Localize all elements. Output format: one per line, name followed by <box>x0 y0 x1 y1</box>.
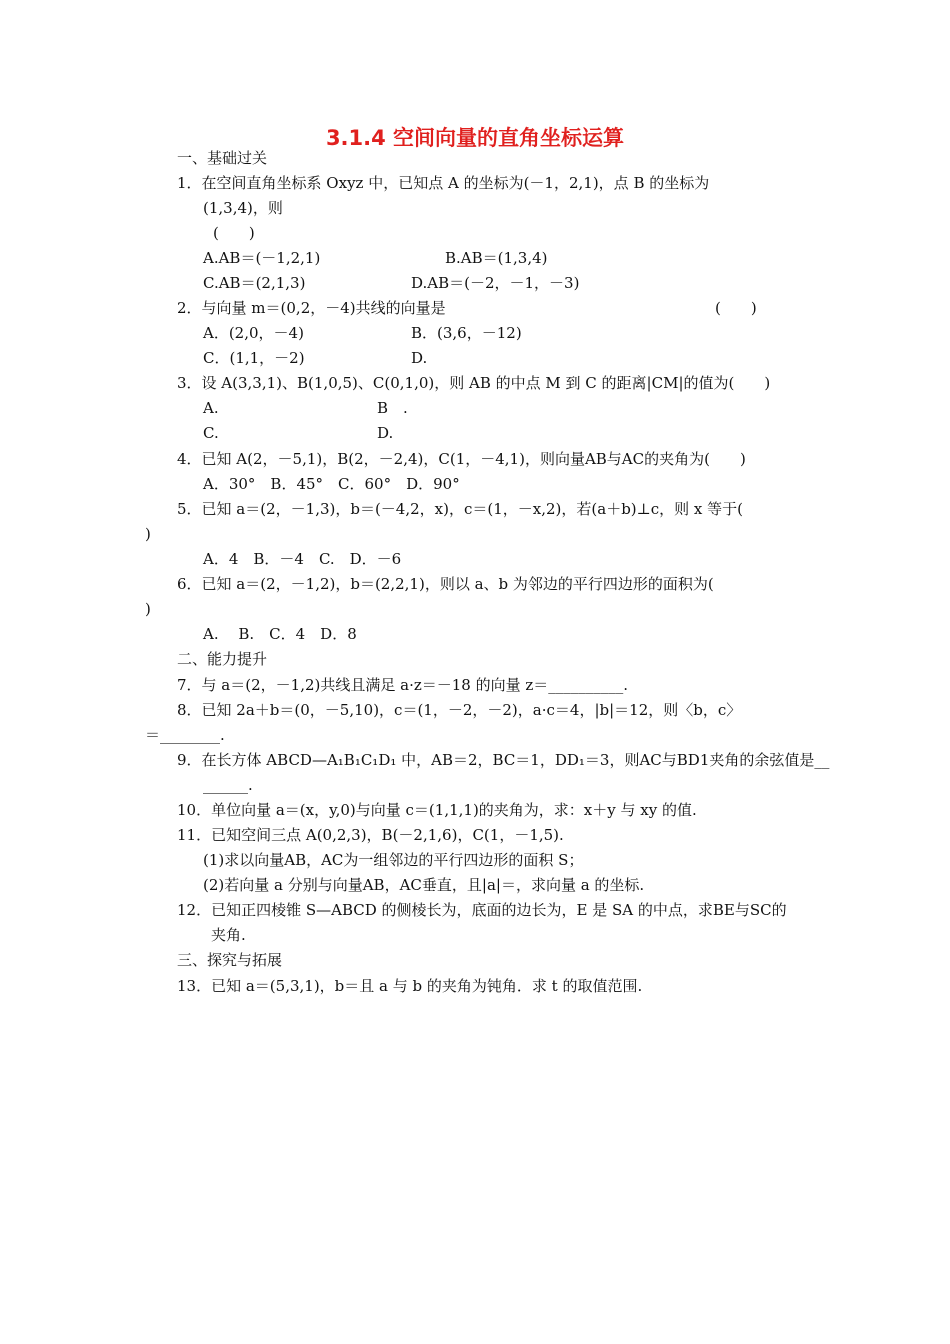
question-9-line-2: ______. <box>203 776 253 794</box>
question-2-answer-paren: ( ) <box>715 299 757 317</box>
question-1-line-1: 1．在空间直角坐标系 Oxyz 中，已知点 A 的坐标为(－1，2,1)，点 B 的坐标为 <box>177 174 710 192</box>
question-7: 7．与 a＝(2，－1,2)共线且满足 a·z＝－18 的向量 z＝__________. <box>177 676 629 694</box>
question-2-option-d: D. <box>411 349 428 367</box>
question-12-line-1: 12．已知正四棱锥 S—ABCD 的侧棱长为，底面的边长为，E 是 SA 的中点，求BE与SC的 <box>177 901 787 919</box>
question-4-options: A．30° B．45° C．60° D．90° <box>203 475 460 493</box>
question-10: 10．单位向量 a＝(x，y,0)与向量 c＝(1,1,1)的夹角为，求：x＋y 与 xy 的值. <box>177 801 697 819</box>
question-5-line-1: 5．已知 a＝(2，－1,3)，b＝(－4,2，x)，c＝(1，－x,2)，若(a＋b)⊥c，则 x 等于( <box>177 500 744 518</box>
question-2: 2．与向量 m＝(0,2，－4)共线的向量是 <box>177 299 446 317</box>
question-6-options: A. B. C．4 D．8 <box>203 625 357 643</box>
question-1-option-d: D.AB＝(－2，－1，－3) <box>411 274 580 292</box>
question-3-option-d: D. <box>377 424 394 442</box>
question-1-line-2: (1,3,4)，则 <box>203 199 283 217</box>
question-3: 3．设 A(3,3,1)、B(1,0,5)、C(0,1,0)，则 AB 的中点 M 到 C 的距离|CM|的值为( ) <box>177 374 771 392</box>
question-2-option-a: A．(2,0，－4) <box>203 324 304 342</box>
question-11-part-1: (1)求以向量AB，AC为一组邻边的平行四边形的面积 S； <box>203 851 584 869</box>
question-8-line-1: 8．已知 2a＋b＝(0，－5,10)，c＝(1，－2，－2)，a·c＝4，|b|＝12，则〈b，c〉 <box>177 701 742 719</box>
question-5-line-2: ) <box>145 525 151 543</box>
question-3-option-b: B . <box>377 399 408 417</box>
page-title: 3.1.4 空间向量的直角坐标运算 <box>325 126 625 150</box>
question-13: 13．已知 a＝(5,3,1)，b＝且 a 与 b 的夹角为钝角．求 t 的取值范围. <box>177 977 643 995</box>
question-6-line-1: 6．已知 a＝(2，－1,2)，b＝(2,2,1)，则以 a、b 为邻边的平行四边形的面积为( <box>177 575 714 593</box>
question-3-option-a: A. <box>203 399 219 417</box>
question-9-line-1: 9．在长方体 ABCD—A₁B₁C₁D₁ 中，AB＝2，BC＝1，DD₁＝3，则AC与BD1夹角的余弦值是__ <box>177 751 830 769</box>
question-2-option-b: B．(3,6，－12) <box>411 324 522 342</box>
section-heading-2: 二、能力提升 <box>177 650 268 668</box>
section-heading-3: 三、探究与拓展 <box>177 951 283 969</box>
question-5-options: A．4 B．－4 C. D．－6 <box>203 550 402 568</box>
question-12-line-2: 夹角. <box>211 926 246 944</box>
question-1-option-c: C.AB＝(2,1,3) <box>203 274 306 292</box>
question-2-option-c: C．(1,1，－2) <box>203 349 305 367</box>
question-1-option-b: B.AB＝(1,3,4) <box>445 249 548 267</box>
question-1-answer-paren: ( ) <box>213 224 255 242</box>
question-4: 4．已知 A(2，－5,1)，B(2，－2,4)，C(1，－4,1)，则向量AB与AC的夹角为( ) <box>177 450 746 468</box>
question-11: 11．已知空间三点 A(0,2,3)，B(－2,1,6)，C(1，－1,5). <box>177 826 564 844</box>
question-6-line-2: ) <box>145 600 151 618</box>
question-3-option-c: C. <box>203 424 219 442</box>
question-8-line-2: ＝________. <box>145 726 225 744</box>
question-1-option-a: A.AB＝(－1,2,1) <box>203 249 321 267</box>
section-heading-1: 一、基础过关 <box>177 149 268 167</box>
question-11-part-2: (2)若向量 a 分别与向量AB，AC垂直，且|a|＝，求向量 a 的坐标. <box>203 876 645 894</box>
